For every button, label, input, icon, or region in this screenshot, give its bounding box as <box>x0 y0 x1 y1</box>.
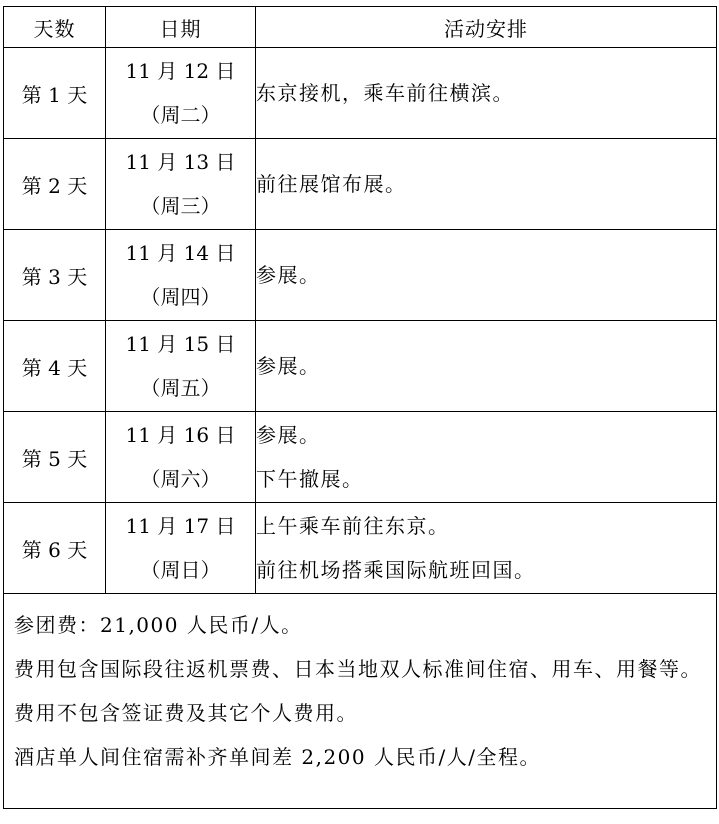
day-label: 第 1 天 <box>4 48 106 139</box>
weekday-text: （周五） <box>140 376 221 400</box>
day-label: 第 5 天 <box>4 412 106 503</box>
date-cell <box>106 503 256 594</box>
excluded-note: 费用不包含签证费及其它个人费用。 <box>14 701 358 725</box>
date-cell <box>106 412 256 503</box>
activity-text: 参展。 <box>256 354 321 378</box>
activity-cell <box>256 139 717 230</box>
activity-text: 参展。 <box>256 263 321 287</box>
weekday-text: （周六） <box>140 467 221 491</box>
table-header-row <box>4 7 717 48</box>
notes-row <box>4 594 717 809</box>
fee-note: 参团费：21,000 人民币/人。 <box>14 613 303 637</box>
day-label: 第 3 天 <box>4 230 106 321</box>
activity-text: 上午乘车前往东京。 <box>256 514 450 538</box>
table-row <box>4 139 717 230</box>
weekday-text: （周四） <box>140 285 221 309</box>
single-room-note: 酒店单人间住宿需补齐单间差 2,200 人民币/人/全程。 <box>14 745 541 769</box>
activity-cell <box>256 321 717 412</box>
date-text: 11 月 13 日 <box>125 150 236 174</box>
table-row <box>4 230 717 321</box>
notes-cell <box>4 594 717 809</box>
date-text: 11 月 16 日 <box>125 423 236 447</box>
activity-text: 前往展馆布展。 <box>256 172 407 196</box>
day-label: 第 6 天 <box>4 503 106 594</box>
activity-cell <box>256 412 717 503</box>
date-text: 11 月 12 日 <box>125 59 236 83</box>
date-text: 11 月 17 日 <box>125 514 236 538</box>
day-label: 第 2 天 <box>4 139 106 230</box>
activity-cell <box>256 503 717 594</box>
included-note: 费用包含国际段往返机票费、日本当地双人标准间住宿、用车、用餐等。 <box>14 657 702 681</box>
header-activity: 活动安排 <box>256 7 717 48</box>
activity-cell <box>256 48 717 139</box>
activity-text: 前往机场搭乘国际航班回国。 <box>256 558 536 582</box>
weekday-text: （周日） <box>140 558 221 582</box>
date-cell <box>106 139 256 230</box>
date-cell <box>106 230 256 321</box>
itinerary-table <box>3 6 717 809</box>
activity-text: 下午撤展。 <box>256 467 364 491</box>
activity-text: 参展。 <box>256 423 321 447</box>
date-text: 11 月 15 日 <box>125 332 236 356</box>
day-label: 第 4 天 <box>4 321 106 412</box>
date-text: 11 月 14 日 <box>125 241 236 265</box>
table-row <box>4 503 717 594</box>
activity-text: 东京接机，乘车前往横滨。 <box>256 81 514 105</box>
table-row <box>4 48 717 139</box>
header-date: 日期 <box>106 7 256 48</box>
weekday-text: （周三） <box>140 194 221 218</box>
table-row <box>4 321 717 412</box>
activity-cell <box>256 230 717 321</box>
date-cell <box>106 48 256 139</box>
date-cell <box>106 321 256 412</box>
header-day: 天数 <box>4 7 106 48</box>
table-row <box>4 412 717 503</box>
weekday-text: （周二） <box>140 103 221 127</box>
